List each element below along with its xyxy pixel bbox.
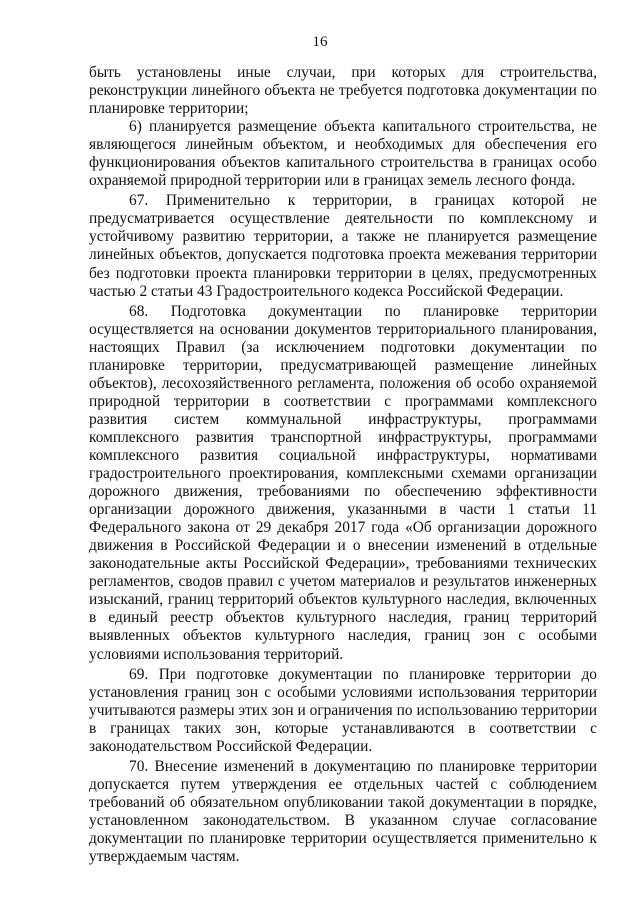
- paragraph-69: 69. При подготовке документации по планировке территории до установления границ зон с особыми условиями использования территории учитываются размеры этих зон и ограничения по использованию территории в границах таких зон, которые устанавливаются в соответствии с законодательством Российской Федерации.: [89, 665, 597, 755]
- page-number: 16: [312, 34, 328, 50]
- document-body: [89, 64, 597, 866]
- paragraph-68: 68. Подготовка документации по планировке территории осуществляется на основании документов территориального планирования, настоящих Правил (за исключением подготовки документации по планировке территории, предусматривающей размещение линейных объектов), лесохозяйственного регламента, положения об особо охраняемой природной территории в соответствии с программами комплексного развития систем коммунальной инфраструктуры, программами комплексного развития транспортной инфраструктуры, программами комплексного развития социальной инфраструктуры, нормативами градостроительного проектирования, комплексными схемами организации дорожного движения, требованиями по обеспечению эффективности организации дорожного движения, указанными в части 1 статьи 11 Федерального закона от 29 декабря 2017 года «Об организации дорожного движения в Российской Федерации и о внесении изменений в отдельные законодательные акты Российской Федерации», требованиями технических регламентов, сводов правил с учетом материалов и результатов инженерных изысканий, границ территорий объектов культурного наследия, включенных в единый реестр объектов культурного наследия, границ территорий выявленных объектов культурного наследия, границ зон с особыми условиями использования территорий.: [89, 302, 597, 663]
- paragraph-67: 67. Применительно к территории, в границах которой не предусматривается осуществление деятельности по комплексному и устойчивому развитию территории, а также не планируется размещение линейных объектов, допускается подготовка проекта межевания территории без подготовки проекта планировки территории в целях, предусмотренных частью 2 статьи 43 Градостроительного кодекса Российской Федерации.: [89, 192, 597, 300]
- paragraph-continuation: быть установлены иные случаи, при которых для строительства, реконструкции линейного объекта не требуется подготовка документации по планировке территории;: [89, 64, 597, 118]
- paragraph-70: 70. Внесение изменений в документацию по планировке территории допускается путем утверждения ее отдельных частей с соблюдением требований об обязательном опубликовании такой документации в порядке, установленном законодательством. В указанном случае согласование документации по планировке территории осуществляется применительно к утверждаемым частям.: [89, 757, 597, 866]
- paragraph-item-6: 6) планируется размещение объекта капитального строительства, не являющегося линейным объектом, и необходимых для обеспечения его функционирования объектов капитального строительства в границах особо охраняемой природной территории или в границах земель лесного фонда.: [89, 118, 597, 190]
